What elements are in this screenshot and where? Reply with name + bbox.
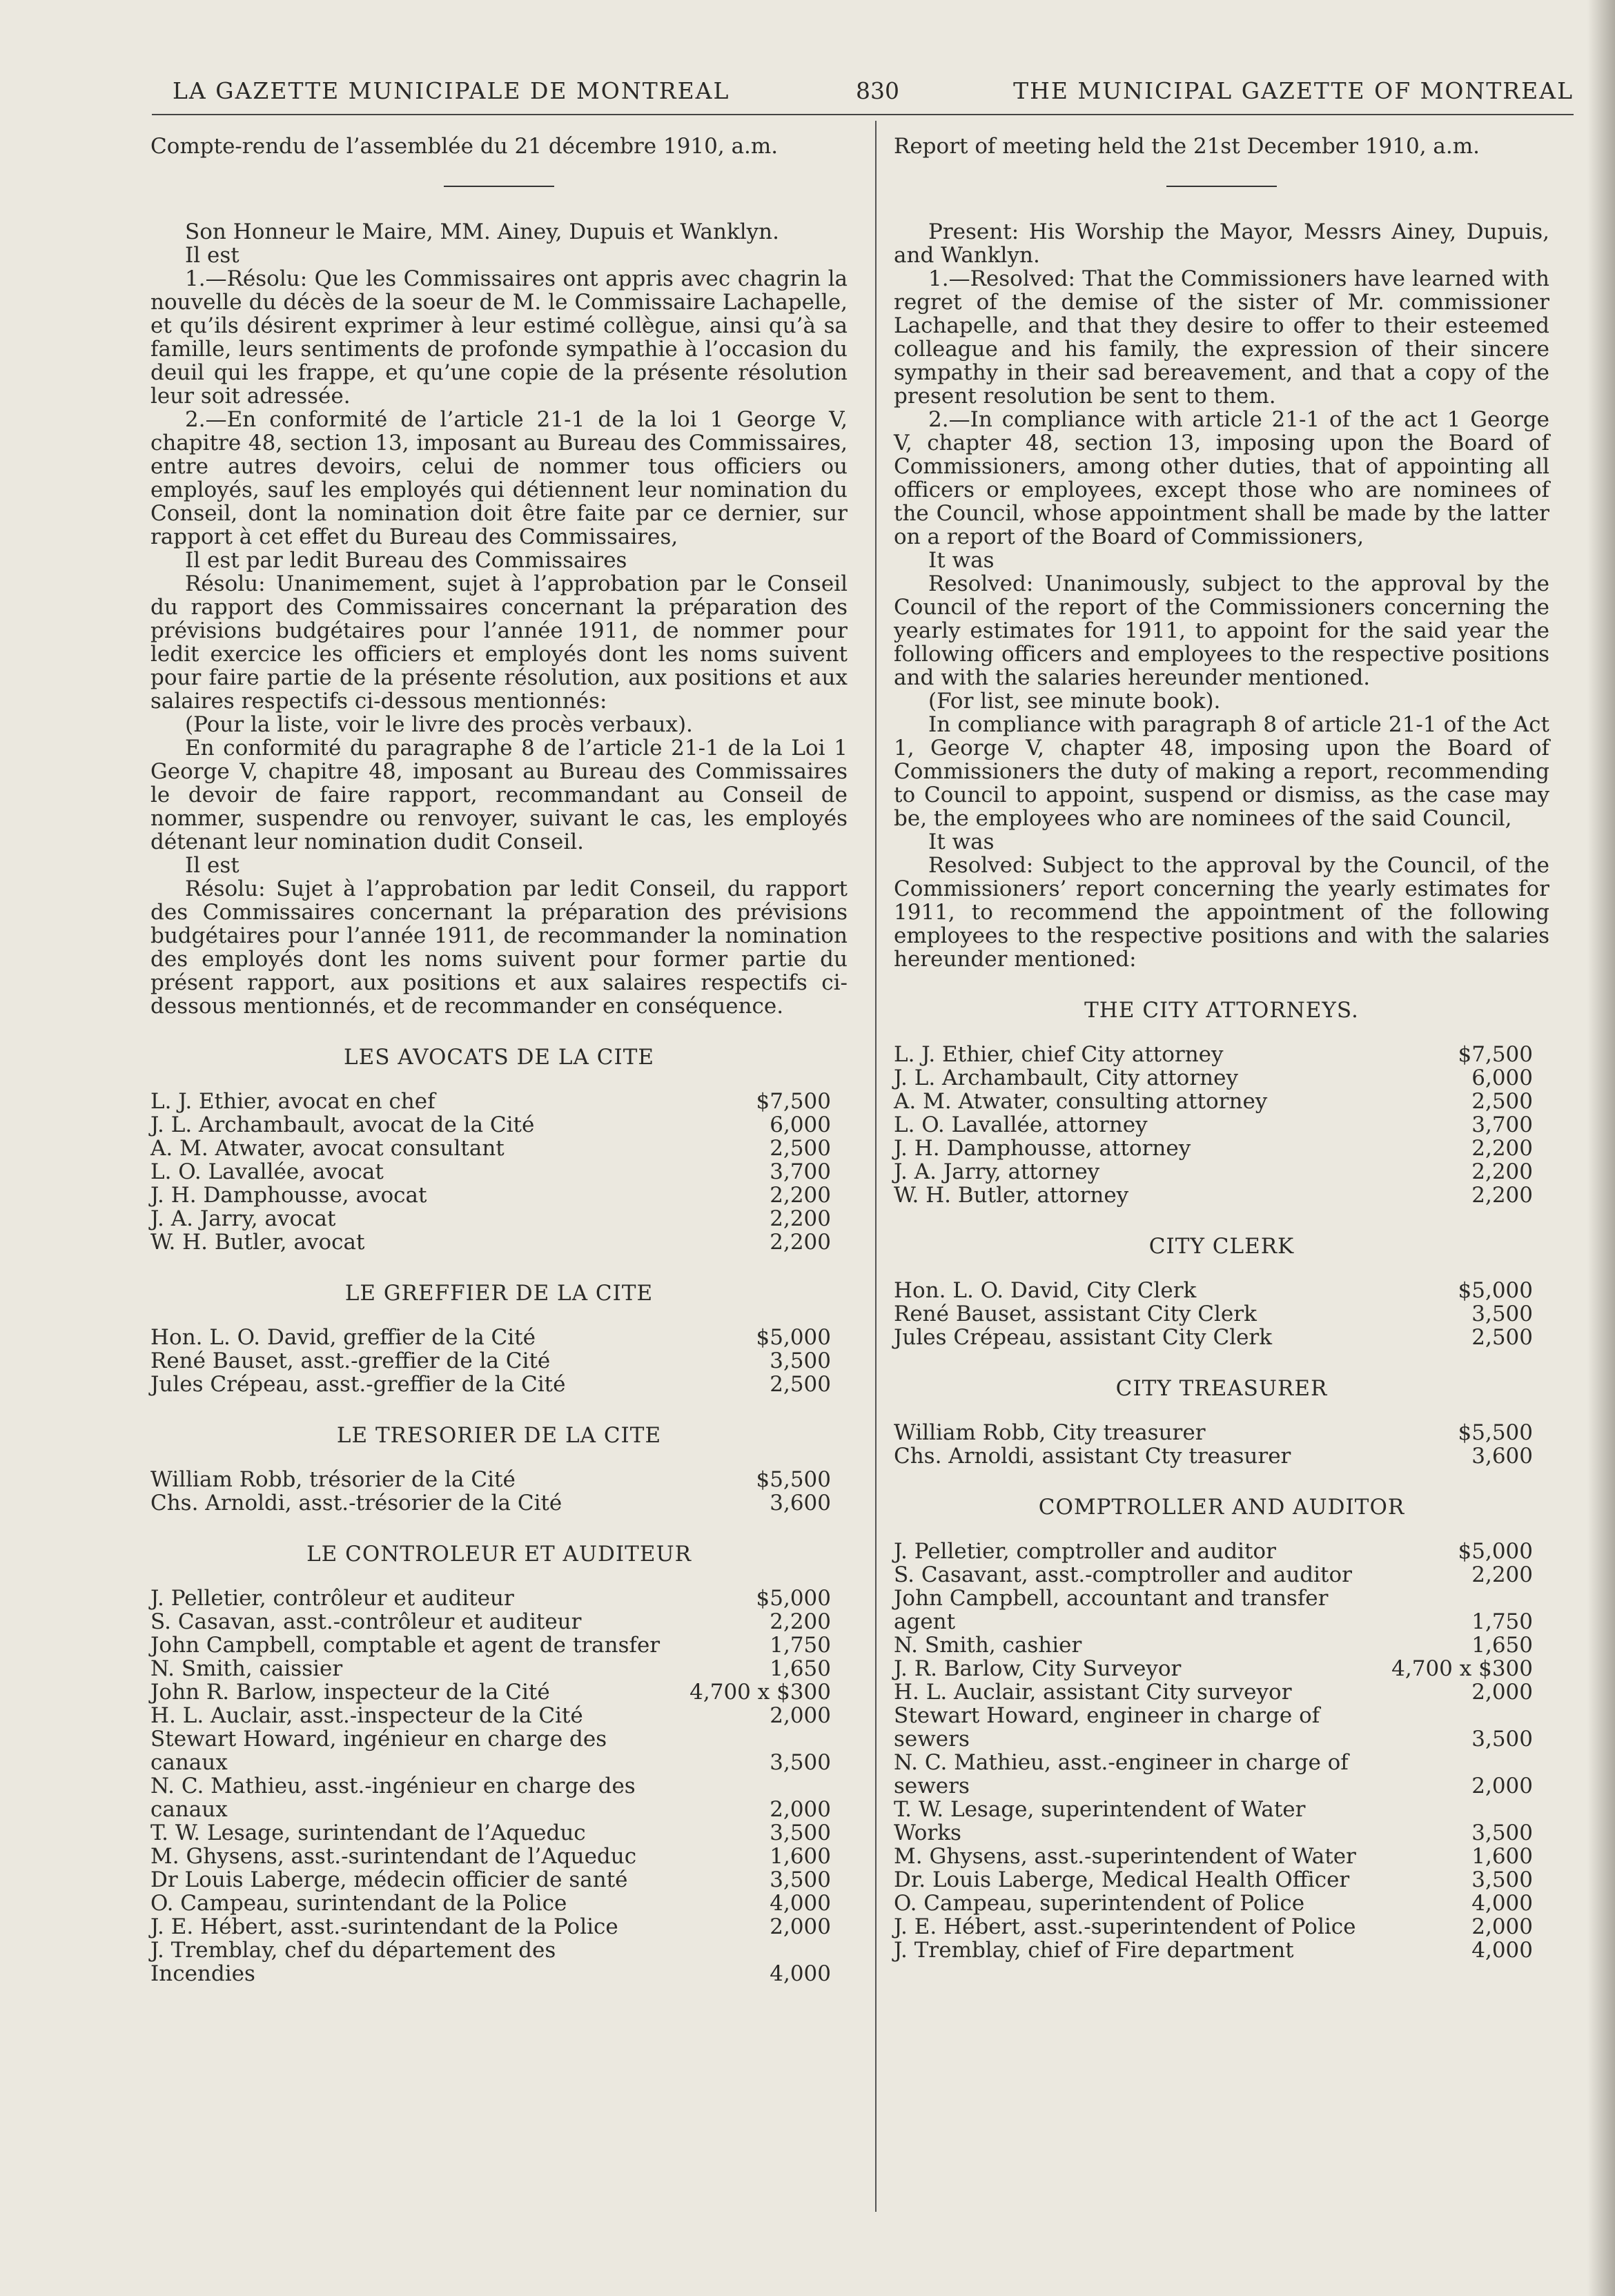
employee-name: Jules Crépeau, asst.-greffier de la Cité xyxy=(150,1372,566,1397)
salary-amount: 2,000 xyxy=(1471,1914,1533,1939)
table-row xyxy=(150,1868,848,1892)
table-row xyxy=(150,1137,848,1160)
right-section-heading: CITY CLERK xyxy=(1148,1234,1295,1259)
right-section-heading: CITY TREASURER xyxy=(1115,1376,1328,1401)
table-row xyxy=(150,1184,848,1207)
left-paragraph: 1.—Résolu: Que les Commissaires ont appris avec chagrin la nouvelle du décès de la soeur de M. le Commissaire Lachapelle, et qu’ils désirent exprimer à leur estimé collègue, ainsi qu’à sa famille, leurs sentiments de profonde sympathie à l’occasion du deuil qui les frappe, et qu’une copie de la présente résolution leur soit adressée. xyxy=(150,266,848,409)
salary-amount: 4,000 xyxy=(770,1891,831,1916)
employee-name: Jules Crépeau, assistant City Clerk xyxy=(894,1325,1273,1350)
employee-name: William Robb, City treasurer xyxy=(894,1420,1206,1445)
left-salary-table xyxy=(150,1587,848,1985)
salary-amount: 2,000 xyxy=(1471,1774,1533,1798)
left-section-heading: LE GREFFIER DE LA CITE xyxy=(344,1281,654,1306)
salary-amount: 2,500 xyxy=(1471,1089,1533,1114)
table-row xyxy=(150,1774,848,1821)
right-paragraph: Resolved: Unanimously, subject to the approval by the Council of the report of the Commissioners concerning the yearly estimates for 1911, to appoint for the said year the following officers and employees to the respective positions and with the salaries hereunder mentioned. xyxy=(894,571,1549,690)
right-paragraph: It was xyxy=(928,830,995,854)
table-row xyxy=(150,1326,848,1349)
salary-amount: 2,200 xyxy=(770,1183,831,1208)
salary-amount: 2,500 xyxy=(1471,1325,1533,1350)
salary-amount: 1,750 xyxy=(1471,1609,1533,1634)
table-row xyxy=(150,1610,848,1633)
table-row xyxy=(894,1939,1549,1962)
salary-amount: 2,200 xyxy=(770,1609,831,1634)
salary-amount: 2,500 xyxy=(770,1372,831,1397)
employee-name: N. C. Mathieu, asst.-engineer in charge of sewers xyxy=(894,1750,1349,1798)
salary-amount: 2,200 xyxy=(770,1230,831,1255)
employee-name: John Campbell, accountant and transfer agent xyxy=(894,1586,1329,1634)
employee-name: J. E. Hébert, asst.-surintendant de la Police xyxy=(150,1914,618,1939)
table-row xyxy=(150,1657,848,1680)
left-section-heading: LES AVOCATS DE LA CITE xyxy=(343,1045,655,1070)
employee-name: Stewart Howard, ingénieur en charge des canaux xyxy=(150,1727,607,1775)
employee-name: J. A. Jarry, attorney xyxy=(894,1159,1100,1184)
table-row xyxy=(894,1326,1549,1349)
table-row xyxy=(894,1444,1549,1468)
employee-name: N. C. Mathieu, asst.-ingénieur en charge des canaux xyxy=(150,1774,636,1822)
employee-name: A. M. Atwater, consulting attorney xyxy=(894,1089,1268,1114)
employee-name: N. Smith, caissier xyxy=(150,1656,343,1681)
employee-name: John Campbell, comptable et agent de transfer xyxy=(150,1633,660,1658)
left-paragraph: Résolu: Sujet à l’approbation par ledit Conseil, du rapport des Commissaires concernant la préparation des prévisions budgétaires pour l’année 1911, de recommander la nomination des employés dont les noms suivent pour former partie du présent rapport, aux positions et aux salaires respectifs ci-dessous mentionnés, et de recommander en conséquence. xyxy=(150,876,848,1019)
table-row xyxy=(150,1915,848,1939)
employee-name: A. M. Atwater, avocat consultant xyxy=(150,1136,505,1161)
salary-amount: 2,000 xyxy=(770,1914,831,1939)
column-divider xyxy=(875,121,877,2212)
table-row xyxy=(894,1892,1549,1915)
salary-amount: 3,500 xyxy=(770,1867,831,1892)
salary-amount: 2,000 xyxy=(770,1797,831,1822)
table-row xyxy=(150,1727,848,1774)
right-paragraph: 2.—In compliance with article 21-1 of the act 1 George V, chapter 48, section 13, imposing upon the Board of Commissioners, among other duties, that of appointing all officers or employees, except those who are nominees of the Council, whose appointment shall be made by the latter on a report of the Board of Commissioners, xyxy=(894,407,1549,549)
table-row xyxy=(894,1680,1549,1704)
employee-name: Dr Louis Laberge, médecin officier de santé xyxy=(150,1867,628,1892)
salary-amount: 3,700 xyxy=(1471,1112,1533,1137)
salary-amount: $5,000 xyxy=(1458,1539,1533,1564)
table-row xyxy=(894,1563,1549,1587)
table-row xyxy=(150,1939,848,1985)
table-row xyxy=(150,1160,848,1184)
table-row xyxy=(150,1680,848,1704)
employee-name: René Bauset, assistant City Clerk xyxy=(894,1302,1257,1326)
table-row xyxy=(894,1043,1549,1066)
salary-amount: $7,500 xyxy=(756,1089,831,1114)
right-salary-table xyxy=(894,1421,1549,1468)
table-row xyxy=(894,1633,1549,1657)
employee-name: T. W. Lesage, superintendent of Water Works xyxy=(894,1797,1306,1845)
right-paragraph: 1.—Resolved: That the Commissioners have learned with regret of the demise of the sister of Mr. commissioner Lachapelle, and that they desire to offer to their esteemed colleague and his family, the expression of their sincere sympathy in their sad bereavement, and that a copy of the present resolution be sent to them. xyxy=(894,266,1549,409)
header-right-title: THE MUNICIPAL GAZETTE OF MONTREAL xyxy=(1013,77,1574,104)
employee-name: L. J. Ethier, chief City attorney xyxy=(894,1042,1224,1067)
salary-amount: 2,200 xyxy=(770,1206,831,1231)
employee-name: T. W. Lesage, surintendant de l’Aqueduc xyxy=(150,1821,586,1845)
salary-amount: 4,700 x $300 xyxy=(1391,1656,1533,1681)
employee-name: J. H. Damphousse, attorney xyxy=(894,1136,1191,1161)
table-row xyxy=(894,1302,1549,1326)
left-salary-table xyxy=(150,1326,848,1396)
table-row xyxy=(150,1821,848,1845)
table-row xyxy=(150,1230,848,1254)
employee-name: René Bauset, asst.-greffier de la Cité xyxy=(150,1348,551,1373)
salary-amount: 3,500 xyxy=(1471,1867,1533,1892)
right-section-heading: COMPTROLLER AND AUDITOR xyxy=(1038,1495,1405,1520)
header-left-title: LA GAZETTE MUNICIPALE DE MONTREAL xyxy=(173,77,730,104)
table-row xyxy=(150,1892,848,1915)
table-row xyxy=(150,1491,848,1515)
table-row xyxy=(894,1421,1549,1444)
salary-amount: 3,500 xyxy=(1471,1302,1533,1326)
table-row xyxy=(894,1657,1549,1680)
employee-name: J. H. Damphousse, avocat xyxy=(150,1183,427,1208)
employee-name: M. Ghysens, asst.-superintendent of Water xyxy=(894,1844,1356,1869)
employee-name: J. L. Archambault, avocat de la Cité xyxy=(150,1112,535,1137)
employee-name: M. Ghysens, asst.-surintendant de l’Aqueduc xyxy=(150,1844,637,1869)
employee-name: O. Campeau, superintendent of Police xyxy=(894,1891,1305,1916)
table-row xyxy=(150,1090,848,1113)
employee-name: J. Tremblay, chef du département des Incendies xyxy=(150,1938,556,1986)
salary-amount: $5,000 xyxy=(756,1325,831,1350)
table-row xyxy=(894,1090,1549,1113)
left-paragraph: En conformité du paragraphe 8 de l’article 21-1 de la Loi 1 George V, chapitre 48, imposant au Bureau des Commissaires le devoir de faire rapport, recommandant au Conseil de nommer, suspendre ou renvoyer, suivant le cas, les employés détenant leur nomination dudit Conseil. xyxy=(150,736,848,854)
table-row xyxy=(150,1845,848,1868)
employee-name: L. J. Ethier, avocat en chef xyxy=(150,1089,435,1114)
right-paragraph: In compliance with paragraph 8 of article 21-1 of the Act 1, George V, chapter 48, imposing upon the Board of Commissioners the duty of making a report, recommending to Council to appoint, suspend or dismiss, as the case may be, the employees who are nominees of the said Council, xyxy=(894,712,1549,831)
employee-name: Dr. Louis Laberge, Medical Health Officer xyxy=(894,1867,1350,1892)
employee-name: J. Pelletier, contrôleur et auditeur xyxy=(150,1586,514,1611)
salary-amount: 2,000 xyxy=(1471,1680,1533,1705)
right-column-english xyxy=(894,135,1549,1962)
salary-amount: 4,000 xyxy=(1471,1938,1533,1963)
employee-name: J. R. Barlow, City Surveyor xyxy=(894,1656,1182,1681)
left-title: Compte-rendu de l’assemblée du 21 décembre 1910, a.m. xyxy=(150,134,779,159)
left-title-rule xyxy=(444,186,554,187)
table-row xyxy=(894,1137,1549,1160)
employee-name: Hon. L. O. David, City Clerk xyxy=(894,1278,1197,1303)
salary-amount: 1,650 xyxy=(770,1656,831,1681)
table-row xyxy=(894,1066,1549,1090)
table-row xyxy=(894,1184,1549,1207)
employee-name: J. E. Hébert, asst.-superintendent of Police xyxy=(894,1914,1356,1939)
table-row xyxy=(894,1540,1549,1563)
salary-amount: 2,200 xyxy=(1471,1562,1533,1587)
table-row xyxy=(894,1915,1549,1939)
salary-amount: 2,200 xyxy=(1471,1183,1533,1208)
salary-amount: 4,700 x $300 xyxy=(689,1680,831,1705)
salary-amount: 3,500 xyxy=(1471,1727,1533,1752)
table-row xyxy=(150,1349,848,1373)
salary-amount: 3,600 xyxy=(770,1491,831,1515)
employee-name: W. H. Butler, avocat xyxy=(150,1230,365,1255)
salary-amount: 2,200 xyxy=(1471,1159,1533,1184)
table-row xyxy=(150,1633,848,1657)
employee-name: N. Smith, cashier xyxy=(894,1633,1082,1658)
salary-amount: 4,000 xyxy=(770,1961,831,1986)
employee-name: S. Casavan, asst.-contrôleur et auditeur xyxy=(150,1609,582,1634)
employee-name: John R. Barlow, inspecteur de la Cité xyxy=(150,1680,550,1705)
left-paragraph: Il est par ledit Bureau des Commissaires xyxy=(185,548,627,573)
salary-amount: 1,650 xyxy=(1471,1633,1533,1658)
left-paragraph: Son Honneur le Maire, MM. Ainey, Dupuis et Wanklyn. xyxy=(185,219,779,244)
salary-amount: 6,000 xyxy=(1471,1066,1533,1090)
table-row xyxy=(894,1704,1549,1751)
page-header xyxy=(173,77,1574,112)
page-edge-shadow xyxy=(1587,0,1615,2296)
salary-amount: $5,500 xyxy=(756,1467,831,1492)
salary-amount: 3,500 xyxy=(770,1348,831,1373)
employee-name: H. L. Auclair, asst.-inspecteur de la Cité xyxy=(150,1703,583,1728)
salary-amount: 3,700 xyxy=(770,1159,831,1184)
employee-name: William Robb, trésorier de la Cité xyxy=(150,1467,516,1492)
table-row xyxy=(150,1704,848,1727)
left-paragraph: 2.—En conformité de l’article 21-1 de la loi 1 George V, chapitre 48, section 13, imposant au Bureau des Commissaires, entre autres devoirs, celui de nommer tous officiers ou employés, sauf les employés qui détiennent leur nomination du Conseil, dont la nomination doit être faite par ce dernier, sur rapport à cet effet du Bureau des Commissaires, xyxy=(150,407,848,549)
salary-amount: 3,500 xyxy=(1471,1821,1533,1845)
salary-amount: 3,600 xyxy=(1471,1444,1533,1469)
right-salary-table xyxy=(894,1043,1549,1207)
table-row xyxy=(150,1587,848,1610)
table-row xyxy=(894,1160,1549,1184)
employee-name: W. H. Butler, attorney xyxy=(894,1183,1129,1208)
right-salary-table xyxy=(894,1540,1549,1962)
table-row xyxy=(894,1279,1549,1302)
table-row xyxy=(894,1798,1549,1845)
salary-amount: 2,000 xyxy=(770,1703,831,1728)
table-row xyxy=(894,1845,1549,1868)
header-rule xyxy=(152,114,1574,115)
right-paragraph: It was xyxy=(928,548,995,573)
employee-name: O. Campeau, surintendant de la Police xyxy=(150,1891,567,1916)
right-paragraph: (For list, see minute book). xyxy=(928,689,1221,714)
employee-name: Chs. Arnoldi, asst.-trésorier de la Cité xyxy=(150,1491,562,1515)
table-row xyxy=(894,1587,1549,1633)
left-salary-table xyxy=(150,1468,848,1515)
table-row xyxy=(894,1751,1549,1798)
employee-name: J. A. Jarry, avocat xyxy=(150,1206,336,1231)
employee-name: L. O. Lavallée, attorney xyxy=(894,1112,1148,1137)
employee-name: Hon. L. O. David, greffier de la Cité xyxy=(150,1325,536,1350)
salary-amount: $5,500 xyxy=(1458,1420,1533,1445)
table-row xyxy=(150,1373,848,1396)
employee-name: H. L. Auclair, assistant City surveyor xyxy=(894,1680,1292,1705)
salary-amount: 3,500 xyxy=(770,1750,831,1775)
left-paragraph: Résolu: Unanimement, sujet à l’approbation par le Conseil du rapport des Commissaires concernant la préparation des prévisions budgétaires pour l’année 1911, de nommer pour ledit exercice les officiers et employés dont les noms suivent pour faire partie de la présente résolution, aux positions et aux salaires respectifs ci-dessous mentionnés: xyxy=(150,571,848,714)
table-row xyxy=(150,1207,848,1230)
left-paragraph: (Pour la liste, voir le livre des procès verbaux). xyxy=(185,712,693,737)
right-title-rule xyxy=(1166,186,1277,187)
salary-amount: 1,600 xyxy=(770,1844,831,1869)
salary-amount: 1,600 xyxy=(1471,1844,1533,1869)
left-paragraph: Il est xyxy=(185,243,239,268)
employee-name: S. Casavant, asst.-comptroller and auditor xyxy=(894,1562,1352,1587)
employee-name: J. L. Archambault, City attorney xyxy=(894,1066,1238,1090)
employee-name: J. Pelletier, comptroller and auditor xyxy=(894,1539,1276,1564)
table-row xyxy=(894,1113,1549,1137)
right-paragraph: Present: His Worship the Mayor, Messrs Ainey, Dupuis, and Wanklyn. xyxy=(894,219,1549,268)
salary-amount: $5,000 xyxy=(1458,1278,1533,1303)
table-row xyxy=(894,1868,1549,1892)
salary-amount: 3,500 xyxy=(770,1821,831,1845)
salary-amount: 4,000 xyxy=(1471,1891,1533,1916)
table-row xyxy=(150,1113,848,1137)
left-paragraph: Il est xyxy=(185,853,239,878)
right-section-heading: THE CITY ATTORNEYS. xyxy=(1084,998,1359,1023)
left-section-heading: LE TRESORIER DE LA CITE xyxy=(336,1423,662,1448)
salary-amount: $7,500 xyxy=(1458,1042,1533,1067)
right-salary-table xyxy=(894,1279,1549,1349)
salary-amount: 6,000 xyxy=(770,1112,831,1137)
right-paragraph: Resolved: Subject to the approval by the Council, of the Commissioners’ report concerning the yearly estimates for 1911, to recommend the appointment of the following employees to the respective positions and with the salaries hereunder mentioned: xyxy=(894,853,1549,972)
salary-amount: 2,500 xyxy=(770,1136,831,1161)
table-row xyxy=(150,1468,848,1491)
right-title: Report of meeting held the 21st December 1910, a.m. xyxy=(894,134,1480,159)
employee-name: Chs. Arnoldi, assistant Cty treasurer xyxy=(894,1444,1291,1469)
salary-amount: 2,200 xyxy=(1471,1136,1533,1161)
salary-amount: $5,000 xyxy=(756,1586,831,1611)
employee-name: L. O. Lavallée, avocat xyxy=(150,1159,384,1184)
left-section-heading: LE CONTROLEUR ET AUDITEUR xyxy=(306,1542,692,1567)
left-salary-table xyxy=(150,1090,848,1254)
salary-amount: 1,750 xyxy=(770,1633,831,1658)
left-column-french xyxy=(150,135,848,1985)
employee-name: J. Tremblay, chief of Fire department xyxy=(894,1938,1294,1963)
employee-name: Stewart Howard, engineer in charge of sewers xyxy=(894,1703,1320,1752)
page-number: 830 xyxy=(856,77,899,104)
